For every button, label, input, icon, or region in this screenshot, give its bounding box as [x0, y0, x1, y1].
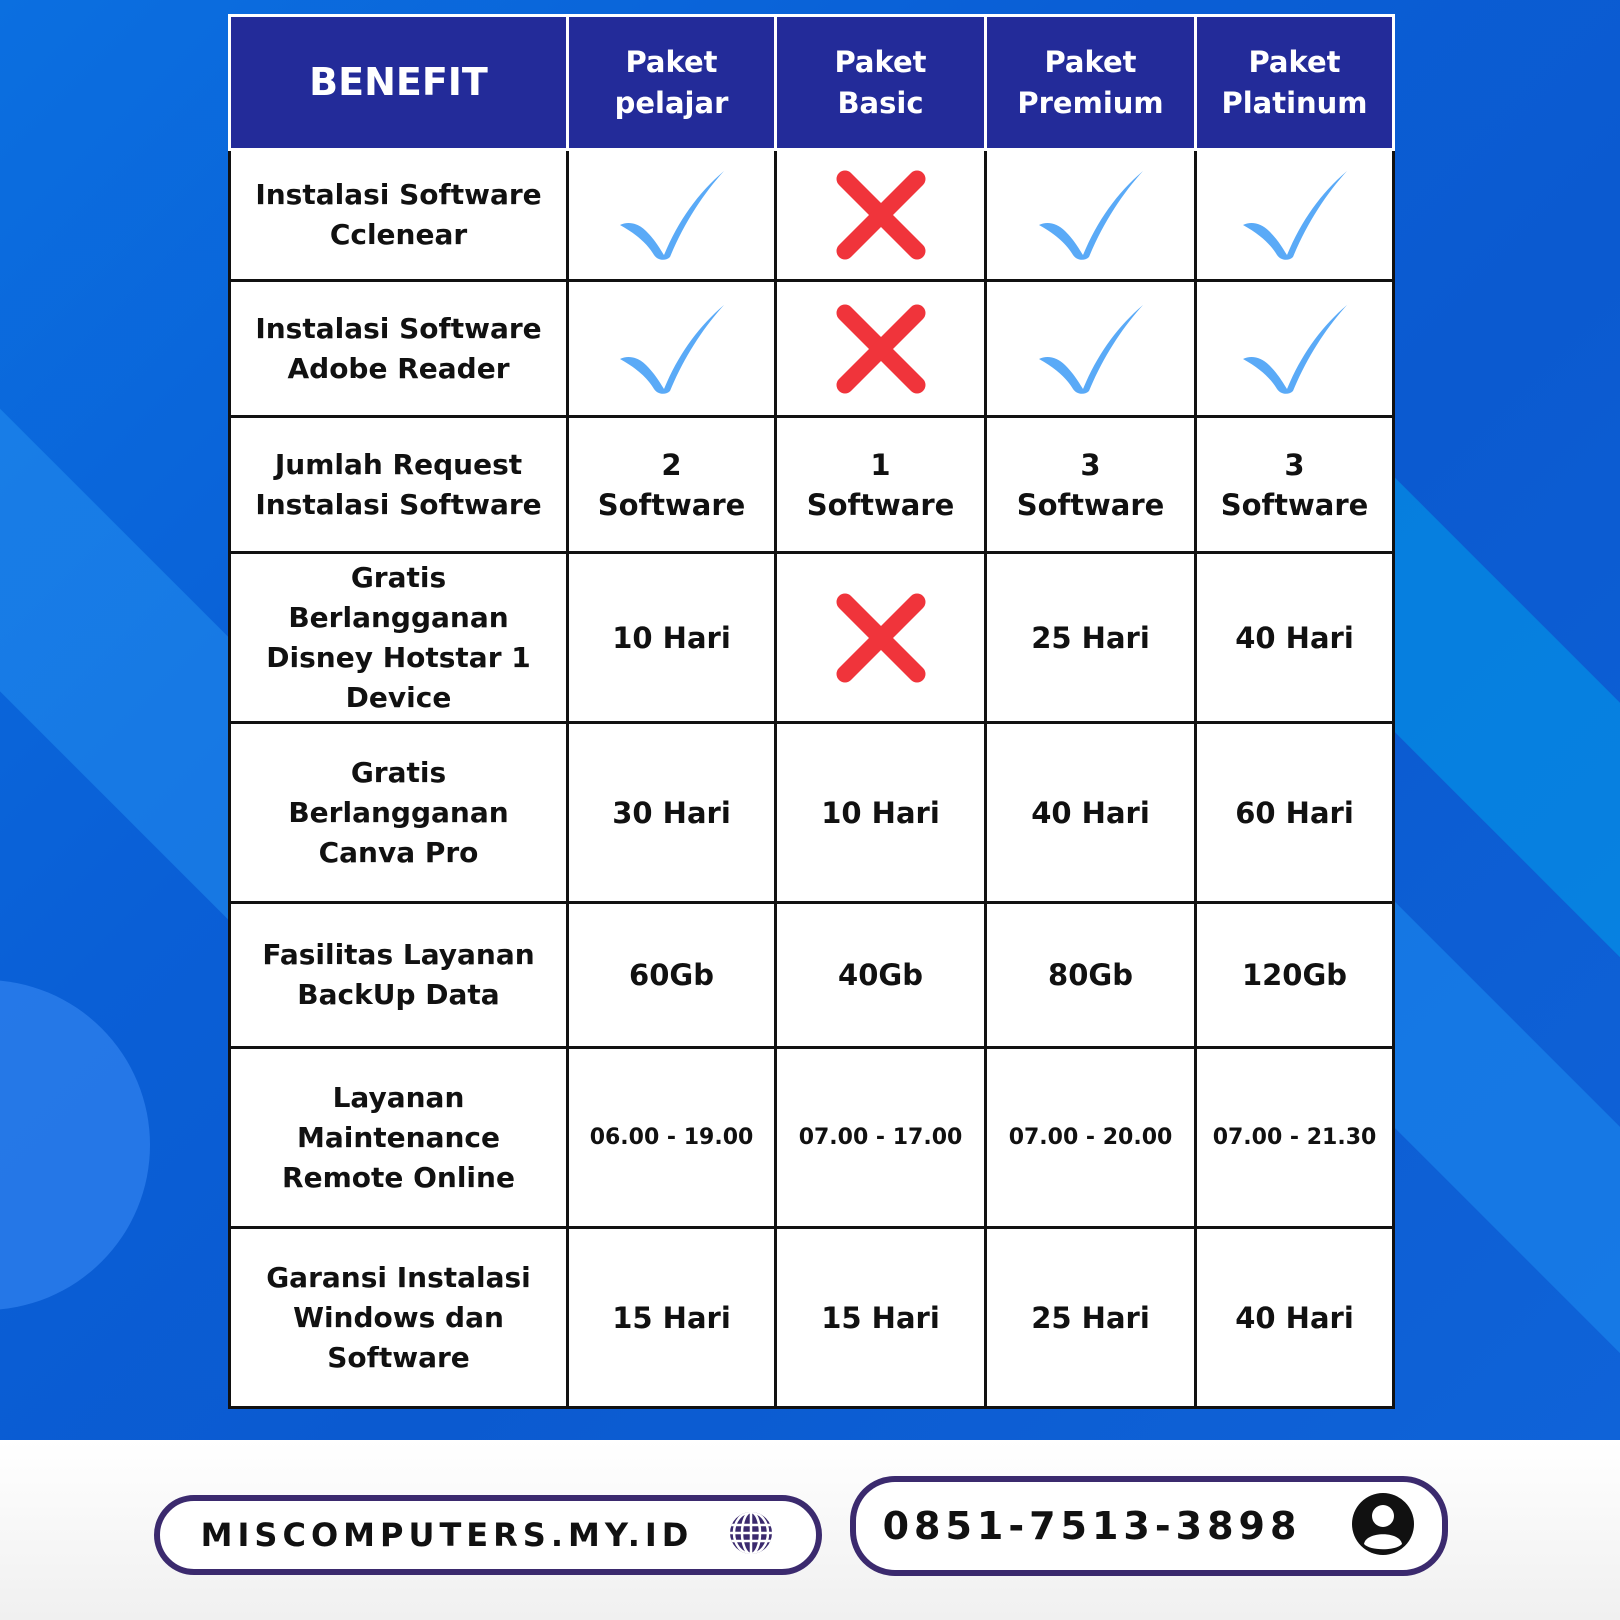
benefit-label-line: BackUp Data — [297, 978, 500, 1011]
value-cell — [986, 553, 1196, 723]
header-line: Basic — [837, 85, 924, 120]
table-row — [230, 150, 1394, 281]
checkmark-icon — [993, 303, 1188, 395]
header-paket-basic — [776, 16, 986, 150]
benefit-label — [230, 903, 568, 1048]
value-cell — [568, 903, 776, 1048]
value-cell — [776, 1048, 986, 1228]
value-cell — [776, 417, 986, 553]
benefit-label — [230, 150, 568, 281]
value-cell — [568, 723, 776, 903]
cell-value: Software — [597, 487, 746, 522]
cell-value: 40Gb — [838, 958, 923, 992]
checkmark-icon — [575, 303, 768, 395]
benefit-label — [230, 723, 568, 903]
checkmark-icon — [575, 169, 768, 261]
cross-cell — [776, 281, 986, 417]
footer — [0, 1440, 1620, 1620]
globe-icon — [727, 1509, 775, 1562]
header-line: Paket — [1044, 44, 1137, 79]
cell-value: Software — [1016, 487, 1165, 522]
cross-cell — [776, 150, 986, 281]
benefit-label-line: Fasilitas Layanan — [262, 938, 535, 971]
check-cell — [986, 281, 1196, 417]
header-paket-platinum — [1196, 16, 1394, 150]
cell-value: 60Gb — [629, 958, 714, 992]
value-cell — [1196, 553, 1394, 723]
table-row — [230, 1228, 1394, 1408]
cell-value: 25 Hari — [1031, 1300, 1150, 1335]
cell-value: 120Gb — [1241, 958, 1348, 992]
benefit-label-line: Windows dan — [293, 1300, 504, 1334]
benefit-label-line: Canva Pro — [318, 835, 479, 869]
check-cell — [1196, 281, 1394, 417]
value-cell — [568, 1228, 776, 1408]
background-circle — [0, 980, 150, 1310]
benefit-label-line: Instalasi Software — [255, 311, 542, 345]
value-cell — [776, 723, 986, 903]
checkmark-icon — [1203, 303, 1386, 395]
website-pill[interactable] — [154, 1495, 822, 1575]
comparison-table — [228, 14, 1395, 1409]
benefit-label-line: Device — [345, 680, 452, 714]
cell-value: 40 Hari — [1235, 1300, 1354, 1335]
benefit-label — [230, 553, 568, 723]
cross-icon — [783, 301, 978, 397]
check-cell — [568, 150, 776, 281]
cell-value: 3 — [1080, 447, 1101, 482]
cell-value: 3 — [1284, 447, 1305, 482]
user-icon — [1351, 1492, 1415, 1561]
header-line: Platinum — [1221, 85, 1368, 120]
check-cell — [568, 281, 776, 417]
header-benefit: BENEFIT — [230, 16, 568, 150]
cell-value: 30 Hari — [612, 795, 731, 830]
phone-text: 0851-7513-3898 — [882, 1504, 1302, 1548]
benefit-label — [230, 1228, 568, 1408]
checkmark-icon — [993, 169, 1188, 261]
cell-value: 2 — [661, 447, 682, 482]
header-line: Paket — [625, 44, 718, 79]
check-cell — [1196, 150, 1394, 281]
table-row — [230, 1048, 1394, 1228]
header-row — [230, 16, 1394, 150]
benefit-label-line: Instalasi Software — [255, 487, 542, 521]
cell-value: 1 — [870, 447, 891, 482]
header-line: Paket — [1248, 44, 1341, 79]
value-cell — [986, 1048, 1196, 1228]
cell-value: 10 Hari — [821, 795, 940, 830]
benefit-label — [230, 417, 568, 553]
value-cell — [568, 417, 776, 553]
cell-value: 80Gb — [1048, 958, 1133, 992]
value-cell — [568, 553, 776, 723]
cell-value: Software — [806, 487, 955, 522]
cell-value: 40 Hari — [1235, 620, 1354, 655]
benefit-label-line: Jumlah Request — [274, 447, 523, 481]
phone-pill[interactable] — [850, 1476, 1448, 1576]
benefit-label-line: Layanan — [332, 1080, 465, 1114]
benefit-label-line: Disney Hotstar 1 — [266, 640, 531, 674]
benefit-label-line: Gratis — [350, 755, 447, 789]
table-row — [230, 417, 1394, 553]
cell-value: 07.00 - 20.00 — [1008, 1124, 1173, 1150]
value-cell — [986, 417, 1196, 553]
table-row — [230, 281, 1394, 417]
benefit-label-line: Garansi Instalasi — [266, 1260, 531, 1294]
value-cell — [1196, 723, 1394, 903]
cell-value: 15 Hari — [612, 1300, 731, 1335]
header-paket-pelajar — [568, 16, 776, 150]
value-cell — [1196, 903, 1394, 1048]
table-row — [230, 903, 1394, 1048]
value-cell — [776, 903, 986, 1048]
website-text: MISCOMPUTERS.MY.ID — [200, 1516, 694, 1554]
cell-value: 60 Hari — [1235, 795, 1354, 830]
benefit-label-line: Remote Online — [282, 1160, 515, 1194]
cell-value: 15 Hari — [821, 1300, 940, 1335]
benefit-label-line: Software — [327, 1340, 470, 1374]
table-row — [230, 723, 1394, 903]
value-cell — [1196, 1048, 1394, 1228]
value-cell — [1196, 1228, 1394, 1408]
benefit-label — [230, 1048, 568, 1228]
benefit-label — [230, 281, 568, 417]
cross-cell — [776, 553, 986, 723]
cross-icon — [783, 167, 978, 263]
cell-value: 40 Hari — [1031, 795, 1150, 830]
header-line: Premium — [1017, 85, 1164, 120]
cross-icon — [783, 590, 978, 686]
cell-value: 25 Hari — [1031, 620, 1150, 655]
cell-value: Software — [1220, 487, 1369, 522]
benefit-label-line: Gratis Berlangganan — [288, 560, 509, 634]
value-cell — [568, 1048, 776, 1228]
value-cell — [986, 723, 1196, 903]
header-line: Paket — [834, 44, 927, 79]
cell-value: 07.00 - 17.00 — [798, 1124, 963, 1150]
check-cell — [986, 150, 1196, 281]
cell-value: 10 Hari — [612, 620, 731, 655]
benefit-label-line: Cclenear — [329, 218, 468, 251]
value-cell — [776, 1228, 986, 1408]
cell-value: 06.00 - 19.00 — [589, 1124, 754, 1150]
benefit-label-line: Adobe Reader — [287, 351, 510, 385]
cell-value: 07.00 - 21.30 — [1212, 1124, 1377, 1150]
checkmark-icon — [1203, 169, 1386, 261]
value-cell — [986, 903, 1196, 1048]
benefit-label-line: Maintenance — [296, 1120, 500, 1154]
table-row — [230, 553, 1394, 723]
benefit-label-line: Berlangganan — [288, 795, 509, 829]
value-cell — [1196, 417, 1394, 553]
header-line: pelajar — [614, 85, 729, 120]
benefit-label-line: Instalasi Software — [255, 178, 542, 211]
header-paket-premium — [986, 16, 1196, 150]
value-cell — [986, 1228, 1196, 1408]
